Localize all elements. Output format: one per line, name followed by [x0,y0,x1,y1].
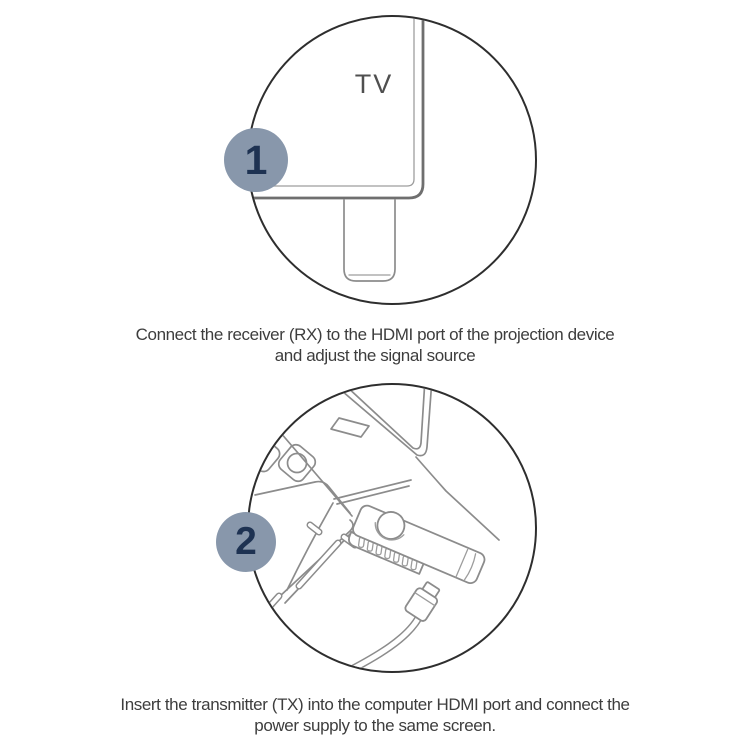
hdmi-transmitter-dongle-icon [347,500,489,596]
hdmi-receiver-stick-icon [344,200,395,281]
caption1-line2: and adjust the signal source [274,346,476,365]
step-number-1: 1 [244,136,268,183]
step-caption-2 [0,694,750,736]
caption2-line1: Insert the transmitter (TX) into the computer HDMI port and connect the [120,695,630,714]
step-badge-2 [216,512,276,572]
caption2-line2: power supply to the same screen. [254,716,496,735]
step-caption-1 [0,324,750,366]
laptop-illustration [249,385,537,673]
power-cable-icon [335,613,421,673]
step2-illustration-circle [247,383,537,673]
caption1-line1: Connect the receiver (RX) to the HDMI port of the projection device [135,325,615,344]
tv-label: TV [354,69,394,99]
tv-illustration [249,17,537,305]
usb-power-plug-icon [404,579,444,622]
step1-illustration-circle [244,15,537,305]
step-badge-1 [224,128,288,192]
step-number-2: 2 [235,520,257,563]
